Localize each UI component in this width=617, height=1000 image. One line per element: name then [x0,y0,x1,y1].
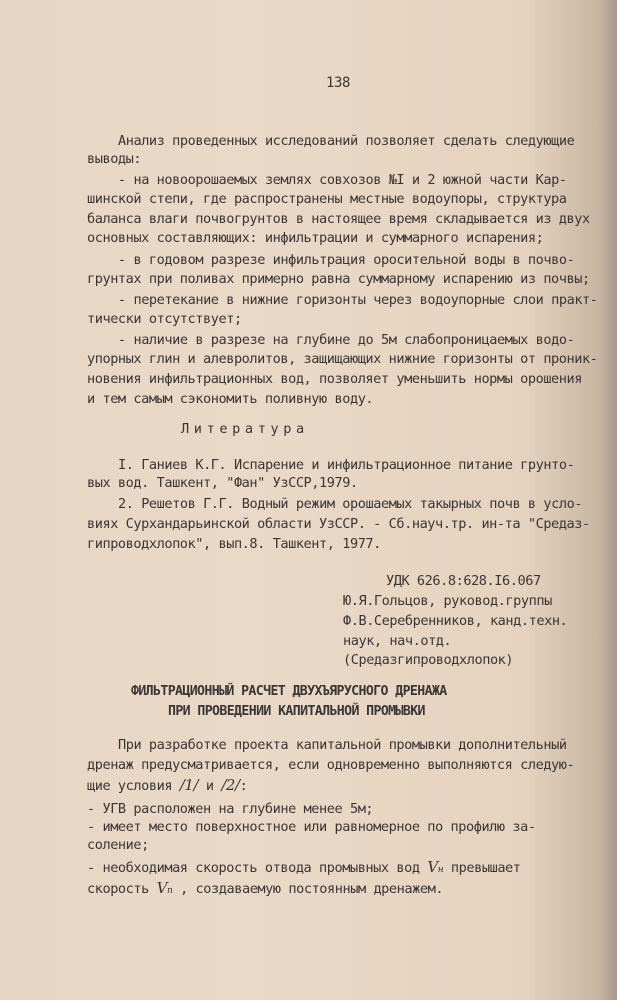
citation-ref: /2/ [221,776,240,794]
reference-item: I. Ганиев К.Г. Испарение и инфильтрационное питание грунто- [118,457,575,473]
text-fragment: - необходимая скорость отвода промывных вод [87,860,428,876]
reference-item: гипроводхлопок", вып.8. Ташкент, 1977. [87,536,381,552]
article-title-line: ФИЛЬТРАЦИОННЫЙ РАСЧЕТ ДВУХЪЯРУСНОГО ДРЕНАЖА [131,684,447,699]
author-line: Ф.В.Серебренников, канд.техн. [343,613,568,629]
text-fragment: и [198,778,222,794]
text-line: дренаж предусматривается, если одновременно выполняются следую- [87,757,575,773]
text-line: шинской степи, где распространены местные водоупоры, структура [87,191,567,207]
text-line: Анализ проведенных исследований позволяет сделать следующие [118,133,575,149]
text-line: соление; [87,837,149,853]
author-line: Ю.Я.Гольцов, руковод.группы [343,593,552,609]
reference-item: 2. Решетов Г.Г. Водный режим орошаемых такырных почв в усло- [118,496,583,512]
text-line: - перетекание в нижние горизонты через водоупорные слои практ- [118,292,598,308]
text-line: выводы: [87,151,142,167]
text-line [87,858,521,879]
text-line: баланса влаги почвогрунтов в настоящее время складывается из двух [87,211,590,227]
text-fragment: щие условия [87,778,180,794]
subscript: п [167,886,173,896]
reference-item: вых вод. Ташкент, "Фан" УзССР,1979. [87,475,358,491]
text-fragment: превышает [443,860,521,876]
author-line: (Средазгипроводхлопок) [343,652,514,668]
velocity-symbol: V [156,879,167,897]
article-title-line: ПРИ ПРОВЕДЕНИИ КАПИТАЛЬНОЙ ПРОМЫВКИ [168,704,425,719]
text-fragment: , создаваемую постоянным дренажем. [172,881,444,897]
text-line: грунтах при поливах примерно равна суммарному испарению из почвы; [87,271,590,287]
text-line [87,879,443,900]
text-line: тически отсутствует; [87,311,242,327]
velocity-symbol: V [427,858,438,876]
subscript: н [437,865,444,875]
udc-code: УДК 626.8:628.I6.067 [386,573,541,589]
page-number: 138 [326,75,350,91]
reference-item: виях Сурхандарьинской области УзССР. - Сб.науч.тр. ин-та "Средаз- [87,516,590,532]
citation-ref: /1/ [179,776,199,794]
author-line: наук, нач.отд. [343,633,452,649]
literature-heading: Литература [181,421,309,437]
text-line: - наличие в разрезе на глубине до 5м слабопроницаемых водо- [118,332,575,348]
text-line: При разработке проекта капитальной промывки дополнительный [118,737,567,753]
text-line: основных составляющих: инфильтрации и суммарного испарения; [87,230,544,246]
text-line: - на новоорошаемых землях совхозов №I и 2 южной части Кар- [118,172,567,188]
text-fragment: скорость [87,881,157,897]
text-line: упорных глин и алевролитов, защищающих нижние горизонты от проник- [87,351,598,367]
text-line: - имеет место поверхностное или равномерное по профилю за- [87,819,536,835]
text-line [87,776,247,795]
text-line: - УГВ расположен на глубине менее 5м; [87,801,374,817]
text-fragment: : [239,778,248,794]
text-line: новения инфильтрационных вод, позволяет уменьшить нормы орошения [87,371,582,387]
text-line: и тем самым сэкономить поливную воду. [87,391,374,407]
text-line: - в годовом разрезе инфильтрация оросительной воды в почво- [118,252,575,268]
